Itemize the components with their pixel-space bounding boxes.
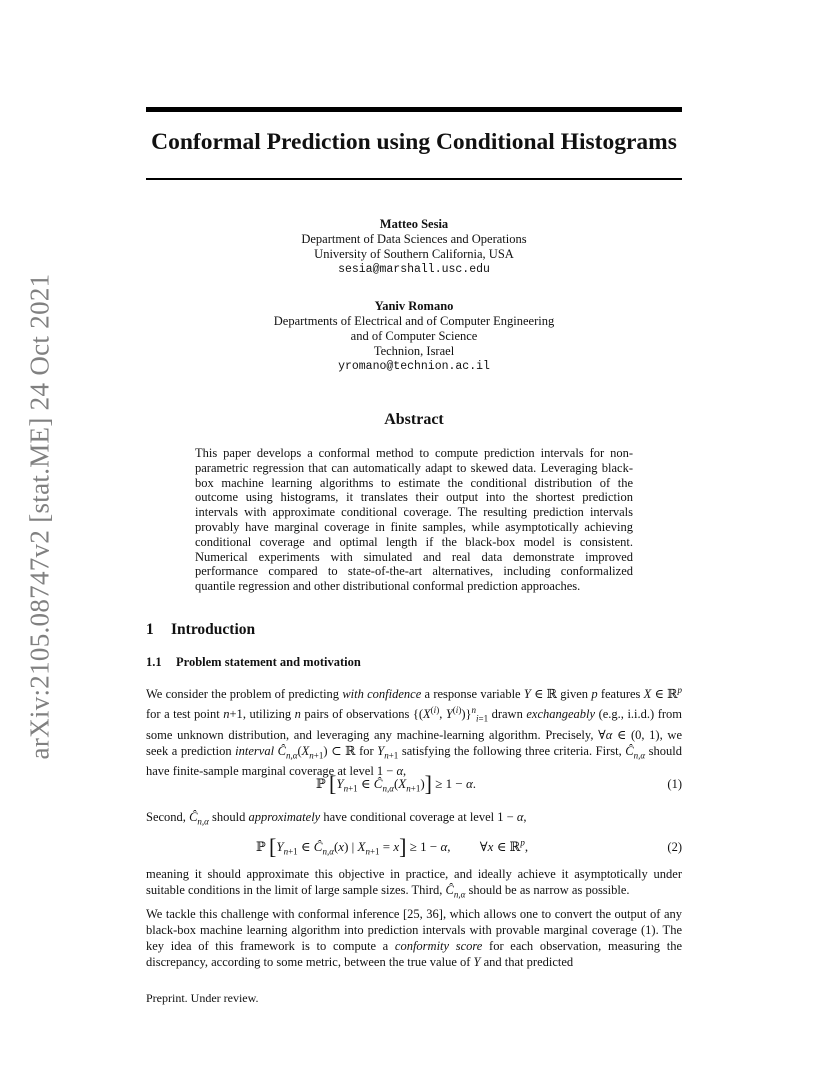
section-heading <box>146 621 255 639</box>
author-affiliation: Departments of Electrical and of Computer Engineering <box>273 314 555 328</box>
paragraph-conditional-coverage: Second, $Ĉ_{n,\alpha}$ should approximately have conditional coverage at level 1 − α, <box>146 810 527 827</box>
subsection-heading <box>146 655 361 670</box>
author-affiliation: and of Computer Science <box>350 329 478 343</box>
equation-2-number: (2) <box>667 840 682 854</box>
author-affiliation: University of Southern California, USA <box>314 247 514 261</box>
equation-1-number: (1) <box>667 777 682 791</box>
author-affiliation: Department of Data Sciences and Operations <box>301 232 527 246</box>
title-top-rule <box>146 107 682 112</box>
arxiv-identifier-stamp <box>12 273 67 759</box>
paragraph-conformal-inference: We tackle this challenge with conformal inference [25, 36], which allows one to convert the output of any black-box machine learning algorithm into prediction intervals with provable marginal coverage (1). The key idea of this framework is to compute a conformity score for each observation, measuring the discrepancy, according to some metric, between the true value of Y and that predicted <box>146 907 682 969</box>
subsection-number: 1.1 <box>146 655 162 669</box>
title-bottom-rule <box>146 178 682 180</box>
arxiv-identifier-text: arXiv:2105.08747v2 [stat.ME] 24 Oct 2021 <box>24 273 54 759</box>
section-number: 1 <box>146 621 154 638</box>
page-footer: Preprint. Under review. <box>146 991 259 1005</box>
paragraph-objective: meaning it should approximate this objective in practice, and ideally achieve it asymptotically under suitable conditions in the limit of large sample sizes. Third, $Ĉ_{n,\alpha}$ should be as narrow as possible. <box>146 867 682 900</box>
paper-title: Conformal Prediction using Conditional Histograms <box>151 129 677 155</box>
equation-1-formula: ℙ [$Y_{n+1}$ ∈ $Ĉ_{n,\alpha}(X_{n+1})] \ge 1 - \alpha$. <box>316 771 477 796</box>
equation-1 <box>146 771 682 801</box>
section-title: Introduction <box>171 621 256 638</box>
paragraph-problem-statement: We consider the problem of predicting with confidence a response variable Y ∈ ℝ given p features X ∈ ℝ$^p$ for a test point n+1, utilizing n pairs of observations {($X^{(i)}$, $Y^{(i)})\}^n_{i=1}$ drawn exchangeably (e.g., i.i.d.) from some unknown distribution, and leveraging any machine-learning algorithm. Precisely, ∀α ∈ (0, 1), we seek a prediction interval $Ĉ_{n,\alpha}(X_{n+1})$ ⊂ ℝ for $Y_{n+1}$ satisfying the following three criteria. First, $Ĉ_{n,\alpha}$ should have finite-sample marginal coverage at level 1 − α, <box>146 685 683 779</box>
author-name: Yaniv Romano <box>374 299 454 313</box>
abstract-body: This paper develops a conformal method to compute prediction intervals for non-parametric regression that can automatically adapt to skewed data. Leveraging black-box machine learning algorithms to estimate the conditional distribution of the outcome using histograms, it translates their output into the shortest prediction intervals with approximate conditional coverage. The resulting prediction intervals provably have marginal coverage in finite samples, while asymptotically achieving conditional coverage and optimal length if the black-box model is consistent. Numerical experiments with simulated and real data demonstrate improved performance compared to state-of-the-art alternatives, including conformalized quantile regression and other distributional conformal prediction approaches. <box>195 446 633 594</box>
equation-2-formula: ℙ [$Y_{n+1}$ ∈ $Ĉ_{n,\alpha}(x)$ | $X_{n+1} = x] \ge 1 - \alpha$, ∀x ∈ ℝ$^p$, <box>256 834 529 859</box>
author-block-1 <box>146 217 682 277</box>
author-affiliation: Technion, Israel <box>373 344 455 358</box>
equation-2 <box>146 834 682 864</box>
author-email[interactable]: yromano@technion.ac.il <box>338 360 490 373</box>
author-name: Matteo Sesia <box>379 217 449 231</box>
author-email[interactable]: sesia@marshall.usc.edu <box>338 263 490 276</box>
abstract-heading: Abstract <box>384 411 444 428</box>
author-block-2 <box>146 299 682 374</box>
subsection-title: Problem statement and motivation <box>176 655 361 669</box>
